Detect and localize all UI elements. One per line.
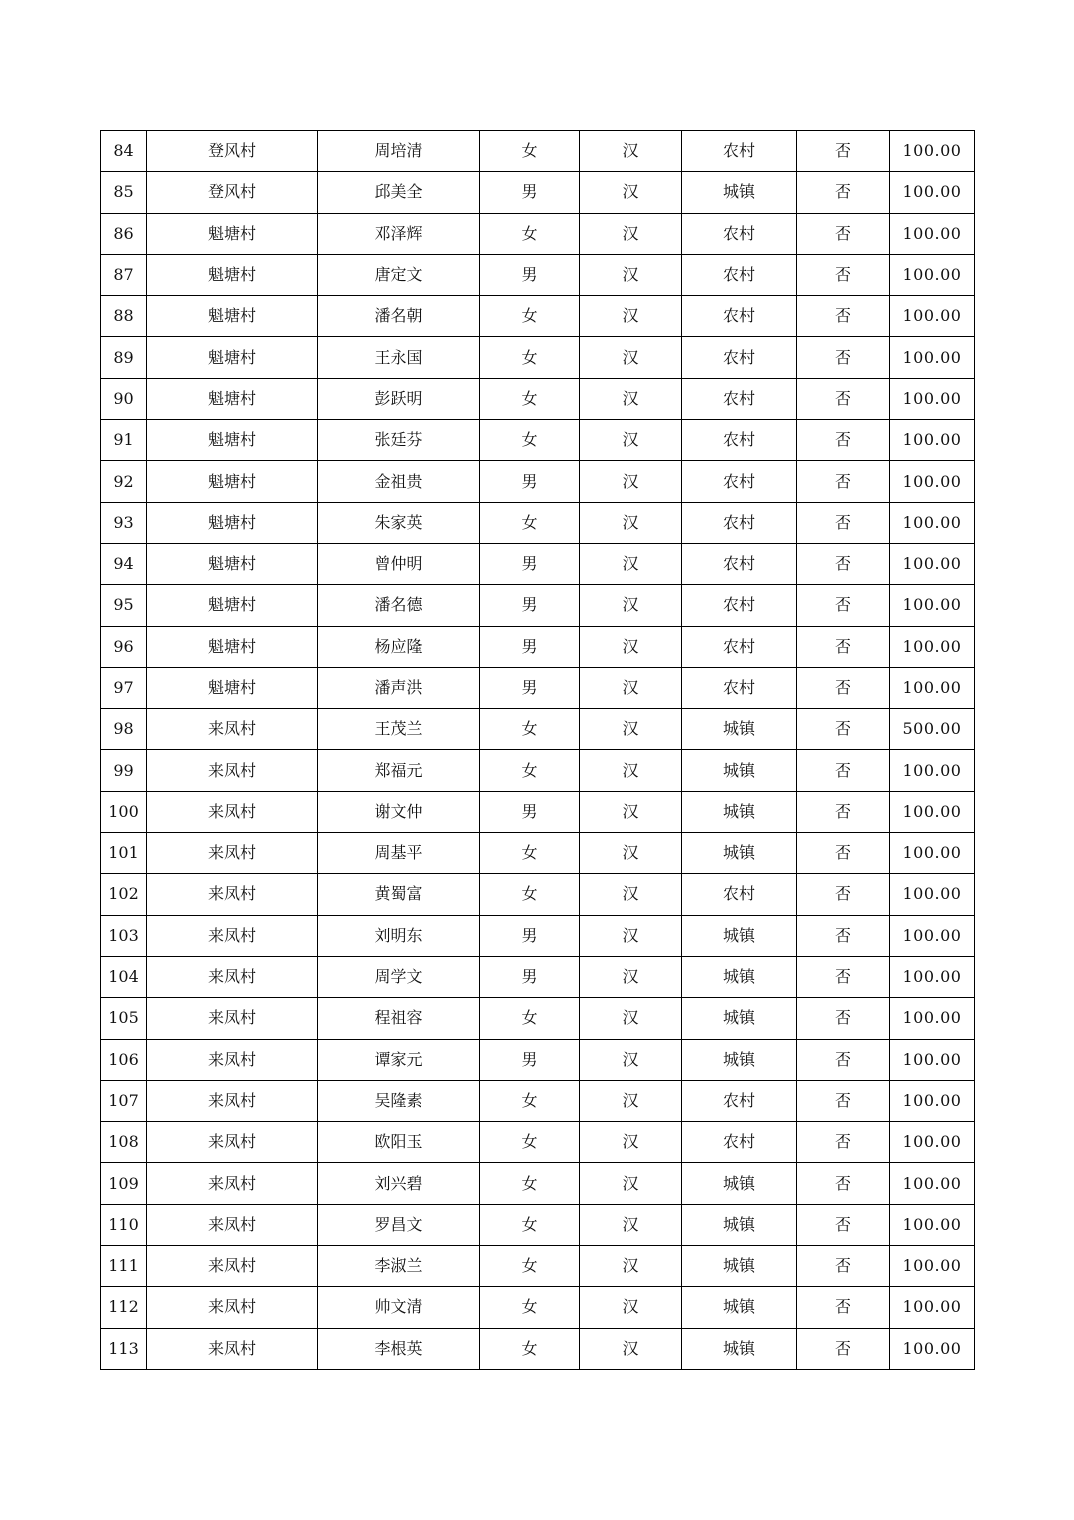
cell-amount: 100.00 xyxy=(890,791,975,832)
table-row xyxy=(101,213,975,254)
cell-flag: 否 xyxy=(797,626,890,667)
cell-number: 110 xyxy=(101,1204,147,1245)
cell-ethnicity: 汉 xyxy=(580,833,682,874)
table-row xyxy=(101,915,975,956)
table-row xyxy=(101,709,975,750)
cell-gender: 女 xyxy=(480,502,580,543)
cell-name: 李根英 xyxy=(318,1328,480,1369)
table-row xyxy=(101,337,975,378)
cell-residence: 城镇 xyxy=(682,791,797,832)
cell-flag: 否 xyxy=(797,131,890,172)
cell-gender: 女 xyxy=(480,1122,580,1163)
cell-number: 92 xyxy=(101,461,147,502)
cell-name: 黄蜀富 xyxy=(318,874,480,915)
cell-ethnicity: 汉 xyxy=(580,1122,682,1163)
cell-gender: 男 xyxy=(480,543,580,584)
cell-gender: 男 xyxy=(480,172,580,213)
cell-gender: 男 xyxy=(480,1039,580,1080)
cell-residence: 农村 xyxy=(682,378,797,419)
cell-village: 登风村 xyxy=(147,131,318,172)
cell-residence: 农村 xyxy=(682,874,797,915)
cell-ethnicity: 汉 xyxy=(580,750,682,791)
cell-number: 85 xyxy=(101,172,147,213)
cell-amount: 100.00 xyxy=(890,420,975,461)
cell-village: 魁塘村 xyxy=(147,667,318,708)
cell-village: 来凤村 xyxy=(147,750,318,791)
cell-number: 96 xyxy=(101,626,147,667)
cell-flag: 否 xyxy=(797,337,890,378)
cell-name: 邓泽辉 xyxy=(318,213,480,254)
cell-flag: 否 xyxy=(797,833,890,874)
cell-name: 周基平 xyxy=(318,833,480,874)
cell-name: 程祖容 xyxy=(318,998,480,1039)
cell-village: 魁塘村 xyxy=(147,254,318,295)
cell-ethnicity: 汉 xyxy=(580,172,682,213)
cell-ethnicity: 汉 xyxy=(580,1039,682,1080)
cell-ethnicity: 汉 xyxy=(580,1204,682,1245)
cell-gender: 男 xyxy=(480,585,580,626)
cell-amount: 100.00 xyxy=(890,1163,975,1204)
cell-name: 彭跃明 xyxy=(318,378,480,419)
cell-ethnicity: 汉 xyxy=(580,461,682,502)
cell-name: 王茂兰 xyxy=(318,709,480,750)
cell-flag: 否 xyxy=(797,667,890,708)
cell-name: 朱家英 xyxy=(318,502,480,543)
cell-amount: 100.00 xyxy=(890,1080,975,1121)
cell-residence: 城镇 xyxy=(682,1328,797,1369)
cell-name: 周学文 xyxy=(318,956,480,997)
cell-gender: 男 xyxy=(480,626,580,667)
cell-ethnicity: 汉 xyxy=(580,378,682,419)
cell-flag: 否 xyxy=(797,709,890,750)
cell-ethnicity: 汉 xyxy=(580,296,682,337)
roster-table-body xyxy=(101,131,975,1370)
cell-ethnicity: 汉 xyxy=(580,1163,682,1204)
cell-name: 欧阳玉 xyxy=(318,1122,480,1163)
cell-flag: 否 xyxy=(797,172,890,213)
cell-number: 91 xyxy=(101,420,147,461)
cell-number: 102 xyxy=(101,874,147,915)
cell-name: 唐定文 xyxy=(318,254,480,295)
cell-amount: 100.00 xyxy=(890,833,975,874)
cell-residence: 城镇 xyxy=(682,172,797,213)
table-row xyxy=(101,750,975,791)
cell-flag: 否 xyxy=(797,1246,890,1287)
cell-flag: 否 xyxy=(797,254,890,295)
cell-amount: 100.00 xyxy=(890,502,975,543)
cell-flag: 否 xyxy=(797,1122,890,1163)
table-row xyxy=(101,296,975,337)
cell-village: 来凤村 xyxy=(147,1039,318,1080)
cell-residence: 农村 xyxy=(682,1080,797,1121)
cell-residence: 农村 xyxy=(682,585,797,626)
cell-name: 张廷芬 xyxy=(318,420,480,461)
cell-number: 112 xyxy=(101,1287,147,1328)
cell-residence: 农村 xyxy=(682,1122,797,1163)
cell-residence: 农村 xyxy=(682,254,797,295)
cell-flag: 否 xyxy=(797,213,890,254)
cell-ethnicity: 汉 xyxy=(580,956,682,997)
cell-gender: 女 xyxy=(480,874,580,915)
cell-number: 108 xyxy=(101,1122,147,1163)
table-row xyxy=(101,1039,975,1080)
table-row xyxy=(101,626,975,667)
cell-amount: 100.00 xyxy=(890,1287,975,1328)
cell-name: 帅文清 xyxy=(318,1287,480,1328)
cell-number: 103 xyxy=(101,915,147,956)
cell-residence: 城镇 xyxy=(682,915,797,956)
cell-village: 来凤村 xyxy=(147,1287,318,1328)
cell-residence: 城镇 xyxy=(682,998,797,1039)
cell-number: 90 xyxy=(101,378,147,419)
cell-number: 106 xyxy=(101,1039,147,1080)
table-row xyxy=(101,502,975,543)
cell-amount: 100.00 xyxy=(890,667,975,708)
table-row xyxy=(101,131,975,172)
cell-number: 98 xyxy=(101,709,147,750)
cell-gender: 女 xyxy=(480,1287,580,1328)
cell-village: 来凤村 xyxy=(147,1122,318,1163)
cell-gender: 女 xyxy=(480,1080,580,1121)
cell-residence: 农村 xyxy=(682,461,797,502)
cell-gender: 女 xyxy=(480,1246,580,1287)
cell-ethnicity: 汉 xyxy=(580,667,682,708)
cell-number: 86 xyxy=(101,213,147,254)
cell-residence: 农村 xyxy=(682,502,797,543)
cell-residence: 农村 xyxy=(682,131,797,172)
cell-flag: 否 xyxy=(797,1204,890,1245)
cell-village: 魁塘村 xyxy=(147,543,318,584)
cell-ethnicity: 汉 xyxy=(580,131,682,172)
cell-village: 来凤村 xyxy=(147,998,318,1039)
cell-gender: 男 xyxy=(480,254,580,295)
cell-gender: 女 xyxy=(480,1163,580,1204)
cell-gender: 女 xyxy=(480,833,580,874)
cell-number: 94 xyxy=(101,543,147,584)
table-row xyxy=(101,874,975,915)
cell-gender: 男 xyxy=(480,915,580,956)
table-row xyxy=(101,1080,975,1121)
roster-table xyxy=(100,130,975,1370)
table-row xyxy=(101,667,975,708)
cell-residence: 城镇 xyxy=(682,1287,797,1328)
cell-amount: 100.00 xyxy=(890,131,975,172)
cell-village: 来凤村 xyxy=(147,1246,318,1287)
cell-village: 来凤村 xyxy=(147,1328,318,1369)
cell-village: 魁塘村 xyxy=(147,337,318,378)
cell-amount: 100.00 xyxy=(890,378,975,419)
cell-flag: 否 xyxy=(797,1163,890,1204)
cell-name: 吴隆素 xyxy=(318,1080,480,1121)
cell-village: 来凤村 xyxy=(147,833,318,874)
cell-ethnicity: 汉 xyxy=(580,791,682,832)
cell-gender: 女 xyxy=(480,420,580,461)
cell-number: 109 xyxy=(101,1163,147,1204)
cell-gender: 男 xyxy=(480,791,580,832)
cell-ethnicity: 汉 xyxy=(580,543,682,584)
cell-number: 97 xyxy=(101,667,147,708)
cell-flag: 否 xyxy=(797,378,890,419)
cell-flag: 否 xyxy=(797,956,890,997)
cell-amount: 100.00 xyxy=(890,1039,975,1080)
table-row xyxy=(101,1328,975,1369)
cell-amount: 100.00 xyxy=(890,1246,975,1287)
table-row xyxy=(101,1246,975,1287)
cell-village: 魁塘村 xyxy=(147,626,318,667)
cell-amount: 100.00 xyxy=(890,296,975,337)
cell-ethnicity: 汉 xyxy=(580,213,682,254)
cell-ethnicity: 汉 xyxy=(580,585,682,626)
cell-amount: 500.00 xyxy=(890,709,975,750)
cell-name: 李淑兰 xyxy=(318,1246,480,1287)
cell-residence: 农村 xyxy=(682,420,797,461)
cell-ethnicity: 汉 xyxy=(580,626,682,667)
cell-amount: 100.00 xyxy=(890,337,975,378)
cell-amount: 100.00 xyxy=(890,213,975,254)
cell-name: 刘明东 xyxy=(318,915,480,956)
table-row xyxy=(101,543,975,584)
cell-name: 曾仲明 xyxy=(318,543,480,584)
cell-village: 来凤村 xyxy=(147,1080,318,1121)
cell-village: 来凤村 xyxy=(147,709,318,750)
cell-ethnicity: 汉 xyxy=(580,420,682,461)
cell-village: 来凤村 xyxy=(147,915,318,956)
cell-village: 魁塘村 xyxy=(147,461,318,502)
cell-village: 登风村 xyxy=(147,172,318,213)
cell-gender: 男 xyxy=(480,956,580,997)
table-row xyxy=(101,420,975,461)
table-row xyxy=(101,956,975,997)
cell-village: 魁塘村 xyxy=(147,420,318,461)
cell-ethnicity: 汉 xyxy=(580,874,682,915)
cell-village: 魁塘村 xyxy=(147,502,318,543)
cell-ethnicity: 汉 xyxy=(580,1246,682,1287)
cell-village: 来凤村 xyxy=(147,791,318,832)
cell-number: 99 xyxy=(101,750,147,791)
cell-village: 来凤村 xyxy=(147,1163,318,1204)
cell-residence: 城镇 xyxy=(682,833,797,874)
cell-flag: 否 xyxy=(797,915,890,956)
cell-name: 金祖贵 xyxy=(318,461,480,502)
cell-residence: 城镇 xyxy=(682,709,797,750)
table-row xyxy=(101,998,975,1039)
cell-flag: 否 xyxy=(797,420,890,461)
cell-amount: 100.00 xyxy=(890,750,975,791)
cell-village: 魁塘村 xyxy=(147,296,318,337)
cell-flag: 否 xyxy=(797,1080,890,1121)
cell-amount: 100.00 xyxy=(890,254,975,295)
cell-gender: 女 xyxy=(480,378,580,419)
cell-residence: 城镇 xyxy=(682,1204,797,1245)
cell-flag: 否 xyxy=(797,874,890,915)
cell-gender: 女 xyxy=(480,213,580,254)
cell-number: 93 xyxy=(101,502,147,543)
cell-name: 王永国 xyxy=(318,337,480,378)
cell-number: 104 xyxy=(101,956,147,997)
cell-ethnicity: 汉 xyxy=(580,1080,682,1121)
cell-amount: 100.00 xyxy=(890,1328,975,1369)
cell-gender: 男 xyxy=(480,667,580,708)
cell-number: 111 xyxy=(101,1246,147,1287)
cell-number: 88 xyxy=(101,296,147,337)
cell-residence: 农村 xyxy=(682,213,797,254)
cell-village: 来凤村 xyxy=(147,874,318,915)
table-row xyxy=(101,1287,975,1328)
cell-name: 罗昌文 xyxy=(318,1204,480,1245)
cell-flag: 否 xyxy=(797,296,890,337)
cell-gender: 女 xyxy=(480,337,580,378)
table-row xyxy=(101,254,975,295)
cell-gender: 女 xyxy=(480,296,580,337)
cell-ethnicity: 汉 xyxy=(580,337,682,378)
cell-residence: 农村 xyxy=(682,296,797,337)
cell-amount: 100.00 xyxy=(890,915,975,956)
cell-residence: 农村 xyxy=(682,626,797,667)
table-row xyxy=(101,172,975,213)
cell-ethnicity: 汉 xyxy=(580,998,682,1039)
cell-flag: 否 xyxy=(797,1328,890,1369)
cell-flag: 否 xyxy=(797,998,890,1039)
cell-amount: 100.00 xyxy=(890,956,975,997)
cell-village: 魁塘村 xyxy=(147,213,318,254)
cell-number: 101 xyxy=(101,833,147,874)
cell-amount: 100.00 xyxy=(890,998,975,1039)
cell-amount: 100.00 xyxy=(890,461,975,502)
cell-amount: 100.00 xyxy=(890,626,975,667)
cell-amount: 100.00 xyxy=(890,1204,975,1245)
cell-number: 107 xyxy=(101,1080,147,1121)
table-row xyxy=(101,585,975,626)
cell-village: 魁塘村 xyxy=(147,585,318,626)
cell-name: 潘声洪 xyxy=(318,667,480,708)
cell-name: 周培清 xyxy=(318,131,480,172)
cell-ethnicity: 汉 xyxy=(580,1287,682,1328)
cell-flag: 否 xyxy=(797,1287,890,1328)
cell-ethnicity: 汉 xyxy=(580,1328,682,1369)
cell-flag: 否 xyxy=(797,791,890,832)
cell-gender: 女 xyxy=(480,998,580,1039)
cell-residence: 城镇 xyxy=(682,956,797,997)
cell-number: 89 xyxy=(101,337,147,378)
cell-number: 100 xyxy=(101,791,147,832)
cell-residence: 农村 xyxy=(682,667,797,708)
cell-gender: 女 xyxy=(480,1204,580,1245)
cell-number: 95 xyxy=(101,585,147,626)
cell-residence: 城镇 xyxy=(682,1163,797,1204)
cell-village: 魁塘村 xyxy=(147,378,318,419)
cell-residence: 城镇 xyxy=(682,1039,797,1080)
cell-flag: 否 xyxy=(797,1039,890,1080)
cell-name: 邱美全 xyxy=(318,172,480,213)
cell-residence: 农村 xyxy=(682,337,797,378)
cell-gender: 女 xyxy=(480,709,580,750)
table-row xyxy=(101,1122,975,1163)
cell-flag: 否 xyxy=(797,461,890,502)
cell-name: 潘名朝 xyxy=(318,296,480,337)
cell-ethnicity: 汉 xyxy=(580,254,682,295)
table-row xyxy=(101,791,975,832)
cell-amount: 100.00 xyxy=(890,543,975,584)
cell-name: 郑福元 xyxy=(318,750,480,791)
cell-village: 来凤村 xyxy=(147,956,318,997)
table-row xyxy=(101,378,975,419)
cell-gender: 男 xyxy=(480,461,580,502)
table-row xyxy=(101,461,975,502)
cell-residence: 农村 xyxy=(682,543,797,584)
cell-ethnicity: 汉 xyxy=(580,709,682,750)
cell-name: 潘名德 xyxy=(318,585,480,626)
cell-amount: 100.00 xyxy=(890,172,975,213)
cell-number: 87 xyxy=(101,254,147,295)
cell-amount: 100.00 xyxy=(890,1122,975,1163)
cell-number: 105 xyxy=(101,998,147,1039)
table-row xyxy=(101,1163,975,1204)
cell-number: 84 xyxy=(101,131,147,172)
cell-name: 杨应隆 xyxy=(318,626,480,667)
cell-flag: 否 xyxy=(797,585,890,626)
cell-amount: 100.00 xyxy=(890,585,975,626)
cell-residence: 城镇 xyxy=(682,750,797,791)
cell-residence: 城镇 xyxy=(682,1246,797,1287)
cell-gender: 女 xyxy=(480,131,580,172)
cell-flag: 否 xyxy=(797,543,890,584)
cell-name: 谭家元 xyxy=(318,1039,480,1080)
cell-flag: 否 xyxy=(797,750,890,791)
cell-amount: 100.00 xyxy=(890,874,975,915)
table-row xyxy=(101,1204,975,1245)
cell-ethnicity: 汉 xyxy=(580,915,682,956)
cell-flag: 否 xyxy=(797,502,890,543)
table-row xyxy=(101,833,975,874)
cell-gender: 女 xyxy=(480,1328,580,1369)
cell-name: 谢文仲 xyxy=(318,791,480,832)
cell-gender: 女 xyxy=(480,750,580,791)
cell-village: 来凤村 xyxy=(147,1204,318,1245)
cell-ethnicity: 汉 xyxy=(580,502,682,543)
cell-name: 刘兴碧 xyxy=(318,1163,480,1204)
cell-number: 113 xyxy=(101,1328,147,1369)
